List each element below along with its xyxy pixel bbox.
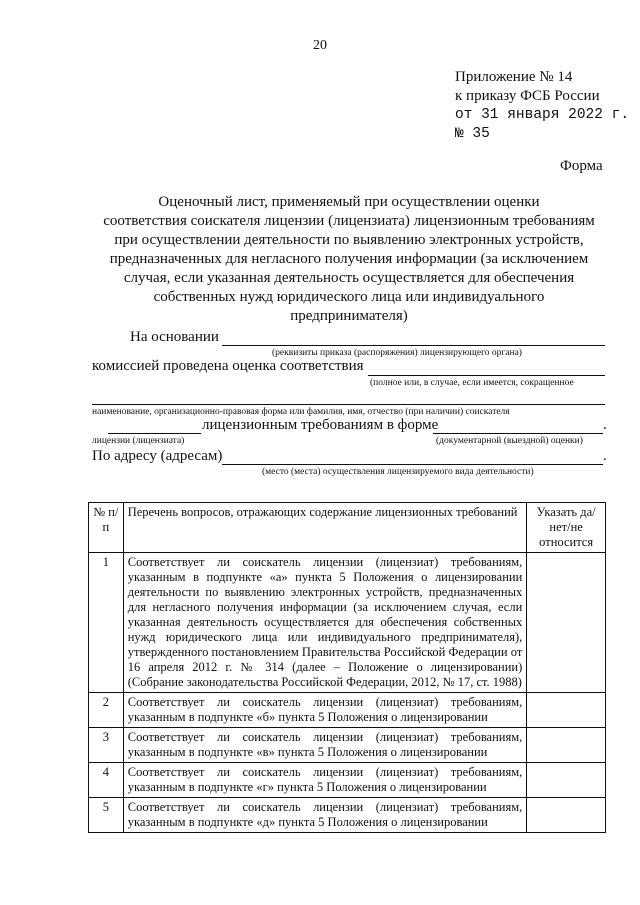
row-number: 5 (89, 798, 124, 833)
form-type-field[interactable] (433, 433, 603, 434)
row-number: 3 (89, 728, 124, 763)
subject-field-1[interactable] (368, 375, 605, 376)
row-answer-cell[interactable] (527, 763, 606, 798)
licensee-hint: лицензии (лицензиата) (92, 436, 185, 446)
address-hint: (место (места) осуществления лицензируемого вида деятельности) (262, 467, 534, 477)
table-row (89, 798, 606, 833)
header-answer: Указать да/нет/не относится (527, 503, 606, 553)
page-number: 20 (313, 38, 327, 53)
table-row (89, 553, 606, 693)
row-answer-cell[interactable] (527, 553, 606, 693)
title-line: при осуществлении деятельности по выявлению электронных устройств, (114, 232, 584, 248)
header-num: № п/п (89, 503, 124, 553)
appendix-line-3: от 31 января 2022 г. (455, 107, 630, 123)
appendix-line-4: № 35 (455, 126, 490, 142)
name-hint: наименование, организационно-правовая форма или фамилия, имя, отчество (при наличии) соискателя (92, 407, 510, 417)
table-row (89, 763, 606, 798)
basis-label: На основании (130, 329, 219, 345)
row-question: Соответствует ли соискатель лицензии (лицензиат) требованиям, указанным в подпункте «д» пункта 5 Положения о лицензировании (123, 798, 527, 833)
commission-hint: (полное или, в случае, если имеется, сокращенное (370, 378, 574, 388)
row-number: 2 (89, 693, 124, 728)
form-label: Форма (560, 158, 603, 174)
basis-hint: (реквизиты приказа (распоряжения) лицензирующего органа) (272, 348, 522, 358)
title-line: собственных нужд юридического лица или индивидуального (153, 289, 545, 305)
form-type-hint: (документарной (выездной) оценки) (436, 436, 583, 446)
row-question: Соответствует ли соискатель лицензии (лицензиат) требованиям, указанным в подпункте «а» пункта 5 Положения о лицензировании деятельности по выявлению электронных устройств, предназначенных для негласного получения информации (за исключением случая, если указанная деятельность осуществляется для обеспечения собственных нужд юридического лица или индивидуального предпринимателя), утвержденного постановлением Правительства Российской Федерации от 16 апреля 2012 г. № 314 (далее – Положение о лицензировании) (Собрание законодательства Российской Федерации, 2012, № 17, ст. 1988) (123, 553, 527, 693)
subject-field-3[interactable] (108, 433, 201, 434)
title-line: случая, если указанная деятельность осуществляется для обеспечения (123, 270, 575, 286)
title-line: предназначенных для негласного получения информации (за исключением (109, 251, 589, 267)
address-label: По адресу (адресам) (92, 448, 223, 464)
table-header-row (89, 503, 606, 553)
table-row (89, 728, 606, 763)
document-title (88, 193, 610, 326)
row-answer-cell[interactable] (527, 728, 606, 763)
requirements-label: лицензионным требованиям в форме (202, 417, 439, 433)
row-answer-cell[interactable] (527, 798, 606, 833)
address-field[interactable] (222, 464, 603, 465)
appendix-line-1: Приложение № 14 (455, 69, 573, 85)
row-question: Соответствует ли соискатель лицензии (лицензиат) требованиям, указанным в подпункте «б» пункта 5 Положения о лицензировании (123, 693, 527, 728)
subject-field-2[interactable] (92, 404, 605, 405)
row-answer-cell[interactable] (527, 693, 606, 728)
appendix-header (455, 68, 629, 144)
commission-label: комиссией проведена оценка соответствия (92, 358, 364, 374)
row-number: 1 (89, 553, 124, 693)
title-line: соответствия соискателя лицензии (лицензиата) лицензионным требованиям (103, 213, 595, 229)
row-question: Соответствует ли соискатель лицензии (лицензиат) требованиям, указанным в подпункте «г» пункта 5 Положения о лицензировании (123, 763, 527, 798)
address-end: . (603, 448, 607, 464)
appendix-line-2: к приказу ФСБ России (455, 88, 600, 104)
requirements-end: . (603, 417, 607, 433)
assessment-table (88, 502, 606, 833)
title-line: предпринимателя) (290, 308, 408, 324)
row-number: 4 (89, 763, 124, 798)
header-question: Перечень вопросов, отражающих содержание лицензионных требований (123, 503, 527, 553)
row-question: Соответствует ли соискатель лицензии (лицензиат) требованиям, указанным в подпункте «в» пункта 5 Положения о лицензировании (123, 728, 527, 763)
basis-field[interactable] (222, 345, 605, 346)
table-row (89, 693, 606, 728)
title-line: Оценочный лист, применяемый при осуществлении оценки (158, 194, 540, 210)
